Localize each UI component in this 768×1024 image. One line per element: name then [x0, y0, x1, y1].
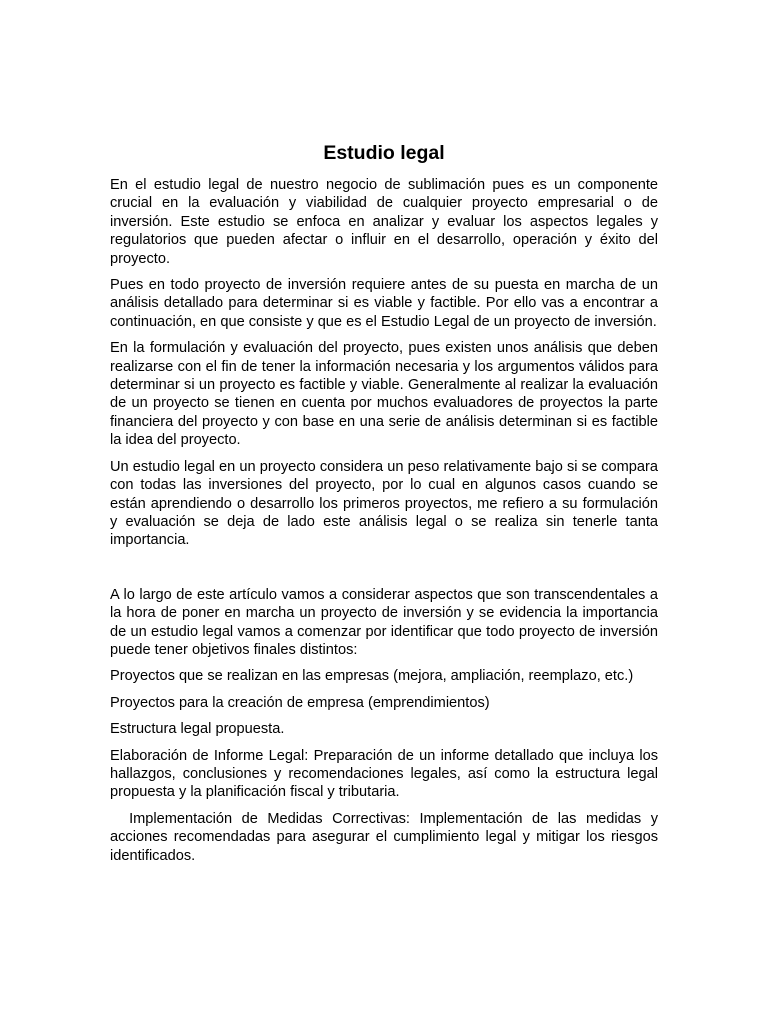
paragraph-legal-structure: Estructura legal propuesta. [110, 721, 285, 738]
paragraph-article-scope: A lo largo de este artículo vamos a considerar aspectos que son transcendentales a la hora de poner en marcha un proyecto de inversión y se evidencia la importancia de un estudio legal vamos a comenzar por identificar que todo proyecto de inversión puede tener objetivos finales distintos: [110, 586, 658, 658]
document-page [110, 140, 663, 873]
document-title: Estudio legal [323, 142, 445, 164]
paragraph-investment-analysis: Pues en todo proyecto de inversión requiere antes de su puesta en marcha de un análisis detallado para determinar si es viable y factible. Por ello vas a encontrar a continuación, en que consiste y que es el Estudio Legal de un proyecto de inversión. [110, 277, 658, 330]
paragraph-intro: En el estudio legal de nuestro negocio de sublimación pues es un componente crucial en la evaluación y viabilidad de cualquier proyecto empresarial o de inversión. Este estudio se enfoca en analizar y evaluar los aspectos legales y regulatorios que pueden afectar o influir en el desarrollo, operación y éxito del proyecto. [110, 177, 658, 267]
paragraph-formulation: En la formulación y evaluación del proyecto, pues existen unos análisis que deben realizarse con el fin de tener la información necesaria y los argumentos válidos para determinar si un proyecto es factible y viable. Generalmente al realizar la evaluación de un proyecto se tienen en cuenta por muchos evaluadores de proyectos la parte financiera del proyecto y con base en una serie de análisis determinan si es factible la idea del proyecto. [110, 340, 658, 449]
paragraph-legal-report: Elaboración de Informe Legal: Preparación de un informe detallado que incluya los hallazgos, conclusiones y recomendaciones legales, así como la estructura legal propuesta y la planificación fiscal y tributaria. [110, 747, 658, 801]
paragraph-new-company-projects: Proyectos para la creación de empresa (emprendimientos) [110, 694, 490, 711]
paragraph-company-projects: Proyectos que se realizan en las empresas (mejora, ampliación, reemplazo, etc.) [110, 668, 634, 685]
paragraph-legal-weight: Un estudio legal en un proyecto considera un peso relativamente bajo si se compara con todas las inversiones del proyecto, por lo cual en algunos casos cuando se están aprendiendo o desarrollo los primeros proyectos, me refiero a su formulación y evaluación se deja de lado este análisis legal o se realiza sin tenerle tanta importancia. [110, 458, 658, 549]
paragraph-corrective-measures: Implementación de Medidas Correctivas: Implementación de las medidas y acciones recomendadas para asegurar el cumplimiento legal y mitigar los riesgos identificados. [110, 810, 663, 864]
section-spacer [110, 558, 658, 586]
